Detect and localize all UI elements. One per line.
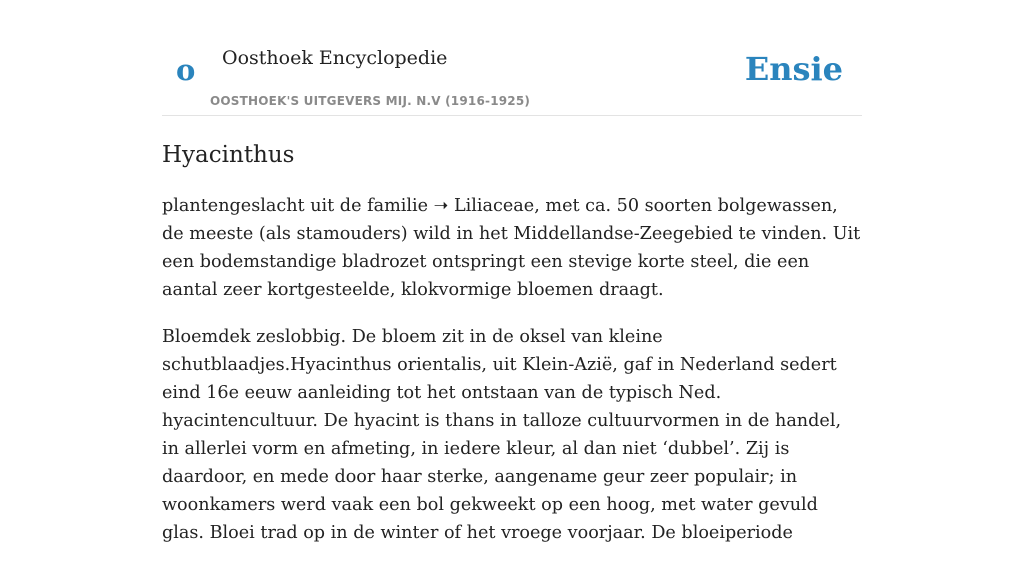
publication-title-link[interactable]: Oosthoek Encyclopedie [222,47,448,69]
site-header [162,0,862,116]
entry-body [162,192,862,566]
publication-subtitle: OOSTHOEK'S UITGEVERS MIJ. N.V (1916-1925) [210,94,531,108]
publication-logo-icon[interactable]: o [176,53,196,87]
page [162,0,862,543]
entry-title: Hyacinthus [162,142,295,168]
ensie-brand-logo[interactable]: Ensie [744,50,843,88]
entry-paragraph: plantengeslacht uit de familie ➝ Liliaceae, met ca. 50 soorten bolgewassen, de meeste (als stamouders) wild in het Middellandse-Zeegebied te vinden. Uit een bodemstandige bladrozet ontspringt een stevige korte steel, die een aantal zeer kortgesteelde, klokvormige bloemen draagt. [162,196,861,300]
entry-paragraph: Bloemdek zeslobbig. De bloem zit in de oksel van kleine schutblaadjes.Hyacinthus orientalis, uit Klein-Azië, gaf in Nederland sedert eind 16e eeuw aanleiding tot het ontstaan van de typisch Ned. hyacintencultuur. De hyacint is thans in talloze cultuurvormen in de handel, in allerlei vorm en afmeting, in iedere kleur, al dan niet ‘dubbel’. Zij is daardoor, en mede door haar sterke, aangename geur zeer populair; in woonkamers werd vaak een bol gekweekt op een hoog, met water gevuld glas. Bloei trad op in de winter of het vroege voorjaar. De bloeiperiode [162,327,842,543]
